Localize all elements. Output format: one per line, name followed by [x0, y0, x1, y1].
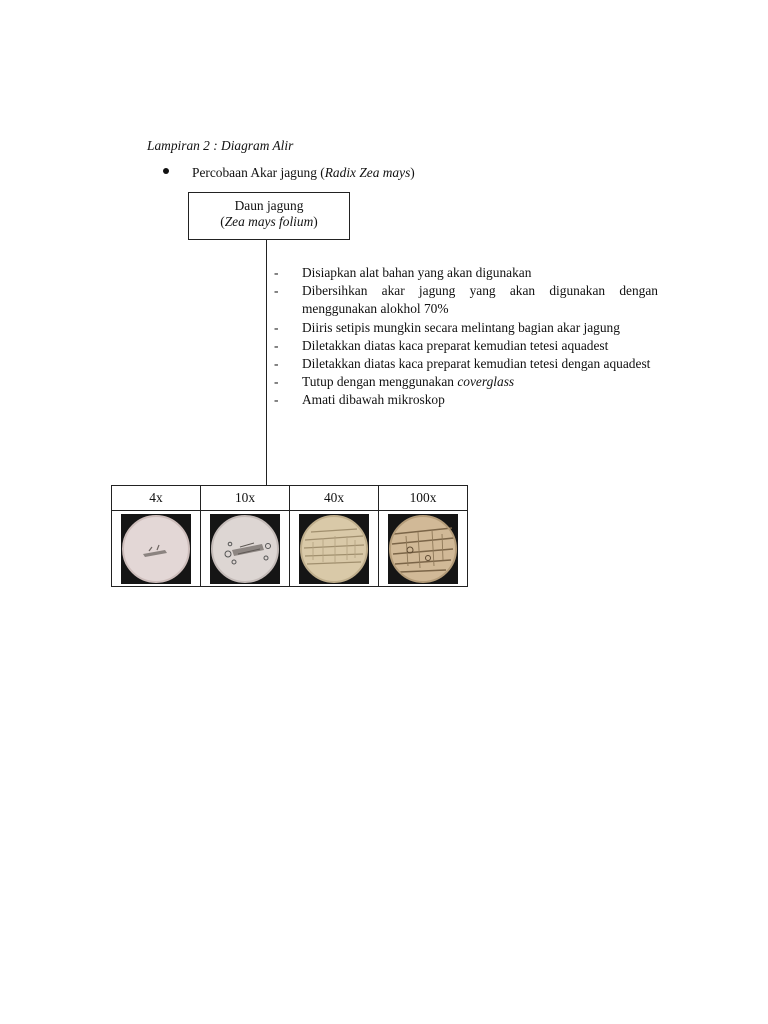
- micrograph-40x-icon: [299, 514, 369, 584]
- procedure-step: - Dibersihkan akar jagung yang akan digunakan dengan menggunakan alokhol 70%: [274, 283, 658, 317]
- flowchart-start-box: [188, 192, 350, 240]
- micrograph-cell: [290, 511, 379, 587]
- magnification-label: 40x: [290, 486, 379, 511]
- micrograph-cell: [379, 511, 468, 587]
- flowchart-connector-line: [266, 240, 267, 485]
- experiment-title: Percobaan Akar jagung (Radix Zea mays): [192, 165, 415, 180]
- micrograph-100x-icon: [388, 514, 458, 584]
- start-box-title: Daun jagung: [234, 198, 304, 213]
- procedure-step: - Diletakkan diatas kaca preparat kemudian tetesi aquadest: [274, 337, 609, 353]
- procedure-step: - Diiris setipis mungkin secara melintang bagian akar jagung: [274, 319, 620, 335]
- start-box-subtitle: (Zea mays folium): [220, 214, 318, 229]
- page-heading: Lampiran 2 : Diagram Alir: [147, 138, 294, 153]
- magnification-label: 4x: [112, 486, 201, 511]
- magnification-label: 10x: [201, 486, 290, 511]
- micrograph-4x-icon: [121, 514, 191, 584]
- procedure-step: - Tutup dengan menggunakan coverglass: [274, 374, 515, 390]
- micrograph-10x-icon: [210, 514, 280, 584]
- procedure-step: - Disiapkan alat bahan yang akan digunakan: [274, 265, 532, 280]
- bullet-icon: [163, 168, 169, 174]
- procedure-step: - Amati dibawah mikroskop: [274, 392, 445, 408]
- micrograph-cell: [112, 511, 201, 587]
- procedure-step: - Diletakkan diatas kaca preparat kemudian tetesi dengan aquadest: [274, 356, 651, 372]
- magnification-table: [111, 485, 468, 587]
- micrograph-cell: [201, 511, 290, 587]
- procedure-steps: [272, 264, 658, 410]
- magnification-label: 100x: [379, 486, 468, 511]
